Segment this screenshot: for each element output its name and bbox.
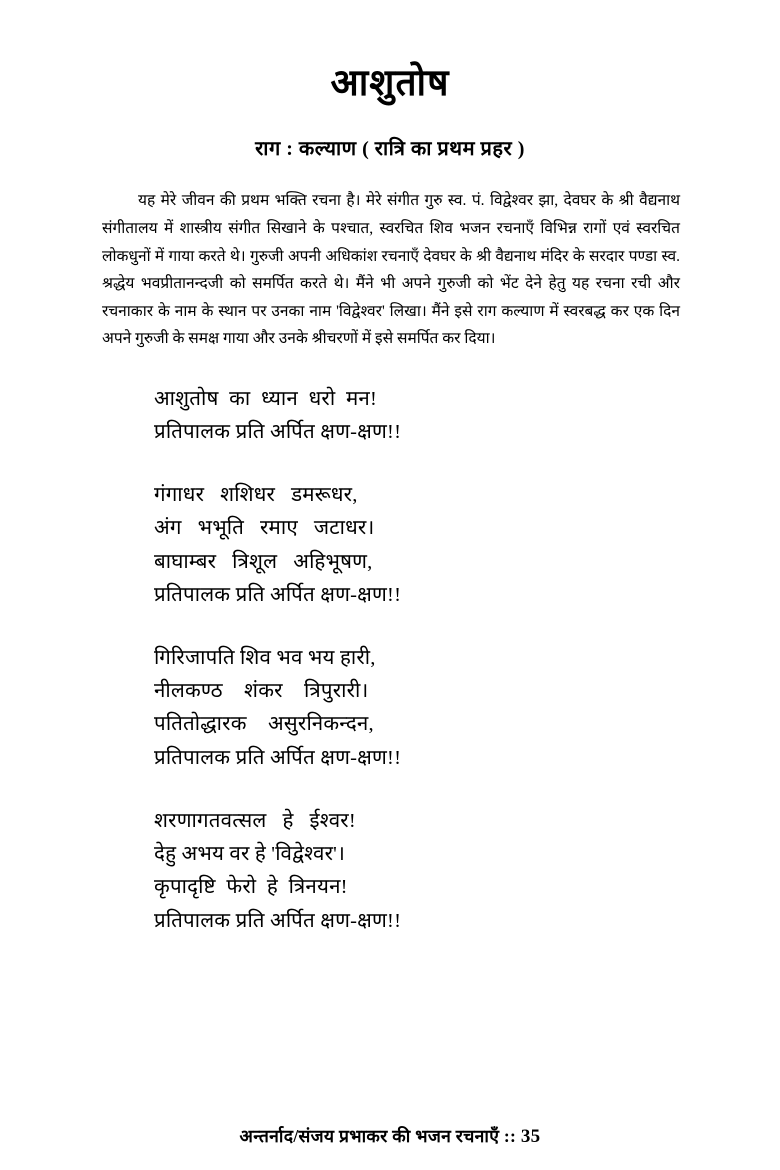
footer-text: अन्तर्नाद/संजय प्रभाकर की भजन रचनाएँ :: [239, 1126, 517, 1146]
verse-line: शरणागतवत्सल हे ईश्वर! [154, 809, 356, 832]
raga-subtitle: राग : कल्याण ( रात्रि का प्रथम प्रहर ) [255, 138, 525, 161]
intro-paragraph: यह मेरे जीवन की प्रथम भक्ति रचना है। मेरे संगीत गुरु स्व. पं. विद्वेश्वर झा, देवघर के श्री वैद्यनाथ संगीतालय में शास्त्रीय संगीत सिखाने के पश्चात, स्वरचित शिव भजन रचनाएँ विभिन्न रागों एवं स्वरचित लोकधुनों में गाया करते थे। गुरुजी अपनी अधिकांश रचनाएँ देवघर के श्री वैद्यनाथ मंदिर के सरदार पण्डा स्व. श्रद्धेय भवप्रीतानन्दजी को समर्पित करते थे। मैंने भी अपने गुरुजी को भेंट देने हेतु यह रचना रची और रचनाकार के नाम के स्थान पर उनका नाम 'विद्वेश्वर' लिखा। मैंने इसे राग कल्याण में स्वरबद्ध कर एक दिन अपने गुरुजी के समक्ष गाया और उनके श्रीचरणों में इसे समर्पित कर दिया। [102, 192, 680, 348]
verse-line: अंग भभूति रमाए जटाधर। [154, 517, 375, 540]
verse-line: देहु अभय वर हे 'विद्वेश्वर'। [154, 843, 346, 866]
stanza [154, 479, 684, 612]
stanza [154, 805, 684, 938]
page-title: आशुतोष [330, 63, 450, 104]
stanza [154, 383, 684, 449]
verse-line: बाघाम्बर त्रिशूल अहिभूषण, [154, 550, 373, 573]
verse-line: प्रतिपालक प्रति अर्पित क्षण-क्षण!! [154, 909, 402, 932]
verse-line: प्रतिपालक प्रति अर्पित क्षण-क्षण!! [154, 421, 402, 444]
page [0, 62, 780, 1170]
verse-line: कृपादृष्टि फेरो हे त्रिनयन! [154, 876, 348, 899]
verse-line: पतितोद्धारक असुरनिकन्दन, [154, 713, 374, 736]
verse-line: आशुतोष का ध्यान धरो मन! [154, 387, 378, 410]
page-footer [0, 1124, 780, 1148]
stanza [154, 642, 684, 775]
verses-section [96, 383, 684, 938]
verse-line: प्रतिपालक प्रति अर्पित क्षण-क्षण!! [154, 746, 402, 769]
verse-line: गिरिजापति शिव भव भय हारी, [154, 647, 376, 670]
page-number: 35 [520, 1126, 541, 1147]
verse-line: गंगाधर शशिधर डमरूधर, [154, 484, 358, 507]
verse-line: प्रतिपालक प्रति अर्पित क्षण-क्षण!! [154, 583, 402, 606]
verse-line: नीलकण्ठ शंकर त्रिपुरारी। [154, 680, 369, 703]
